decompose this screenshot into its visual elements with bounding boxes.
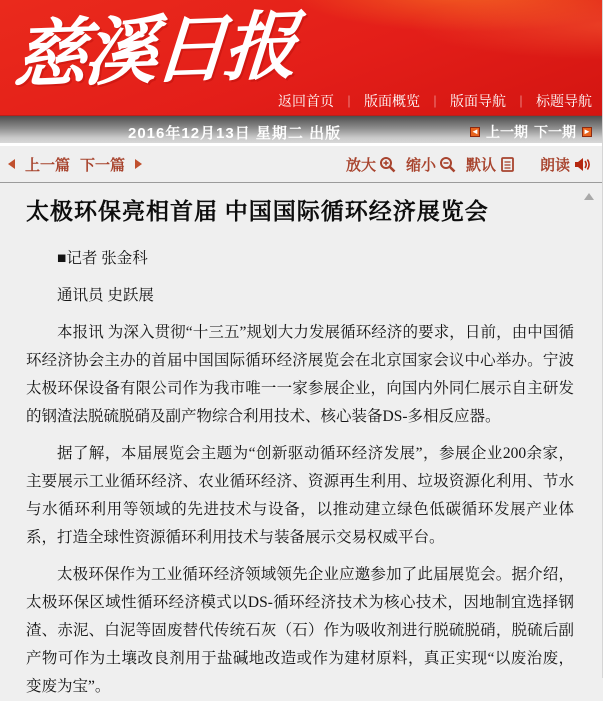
issue-bar bbox=[0, 115, 602, 146]
nav-headline-navigation-link[interactable]: 标题导航 bbox=[536, 93, 592, 109]
prev-issue-icon[interactable]: ◄ bbox=[471, 127, 479, 136]
issue-switcher bbox=[470, 122, 592, 142]
default-size-label: 默认 bbox=[465, 156, 496, 174]
next-issue-link[interactable]: 下一期 bbox=[534, 124, 576, 140]
next-article-button[interactable]: 下一篇 bbox=[80, 156, 126, 174]
zoom-in-label: 放大 bbox=[345, 156, 376, 174]
prev-article-button[interactable]: 上一篇 bbox=[25, 156, 71, 174]
article-title: 太极环保亮相首届 中国国际循环经济展览会 bbox=[26, 199, 489, 224]
article-toolbar bbox=[0, 146, 602, 183]
next-issue-icon[interactable]: ► bbox=[583, 127, 591, 136]
article-paragraph: 据了解，本届展览会主题为“创新驱动循环经济发展”，参展企业200余家，主要展示工业循环经济、农业循环经济、资源再生利用、垃圾资源化利用、节水与水循环利用等领域的先进技术与设备，以推动建立绿色低碳循环发展产业体系，打造全球性资源循环利用技术与装备展示交易权威平台。 bbox=[26, 445, 574, 546]
view-controls bbox=[346, 154, 590, 175]
paper-logo: 慈溪日报 bbox=[10, 6, 297, 99]
prev-issue-link[interactable]: 上一期 bbox=[486, 124, 528, 140]
zoom-out-label: 缩小 bbox=[405, 156, 436, 174]
speaker-icon bbox=[573, 156, 590, 173]
masthead-nav bbox=[278, 91, 592, 111]
scroll-up-icon[interactable] bbox=[584, 193, 594, 200]
nav-separator: ｜ bbox=[514, 94, 527, 109]
article-pager bbox=[8, 154, 142, 175]
publication-date: 2016年12月13日 星期二 出版 bbox=[128, 125, 342, 142]
zoom-out-button[interactable] bbox=[406, 154, 456, 175]
reporter-byline: ■记者 张金科 bbox=[57, 250, 148, 267]
read-aloud-button[interactable] bbox=[540, 154, 590, 175]
correspondent-byline: 通讯员 史跃展 bbox=[57, 287, 154, 304]
magnifier-minus-icon bbox=[439, 156, 456, 173]
nav-home-link[interactable]: 返回首页 bbox=[277, 93, 334, 109]
nav-separator: ｜ bbox=[428, 94, 441, 109]
masthead-banner bbox=[0, 0, 602, 115]
default-size-button[interactable] bbox=[466, 154, 516, 175]
article-body bbox=[0, 183, 602, 701]
read-aloud-label: 朗读 bbox=[539, 156, 570, 174]
document-icon bbox=[499, 156, 516, 173]
article-paragraph: 本报讯 为深入贯彻“十三五”规划大力发展循环经济的要求，日前，由中国循环经济协会主办的首届中国国际循环经济展览会在北京国家会议中心举办。宁波太极环保设备有限公司作为我市唯一一家参展企业，向国内外同仁展示自主研发的钢渣法脱硫脱硝及副产物综合利用技术、核心装备DS-多相反应器。 bbox=[26, 324, 574, 425]
nav-separator: ｜ bbox=[342, 94, 355, 109]
next-article-arrow-icon bbox=[135, 159, 142, 169]
magnifier-plus-icon bbox=[379, 156, 396, 173]
prev-article-arrow-icon bbox=[8, 159, 15, 169]
article-paragraph: 太极环保作为工业循环经济领域领先企业应邀参加了此届展览会。据介绍，太极环保区域性循环经济模式以DS-循环经济技术为核心技术，因地制宜选择钢渣、赤泥、白泥等固废替代传统石灰（石）作为吸收剂进行脱硫脱硝，脱硫后副产物可作为土壤改良剂用于盐碱地改造或作为建材原料，真正实现“以废治废，变废为宝”。 bbox=[26, 566, 574, 695]
nav-page-navigation-link[interactable]: 版面导航 bbox=[449, 93, 506, 109]
zoom-in-button[interactable] bbox=[346, 154, 396, 175]
nav-layout-overview-link[interactable]: 版面概览 bbox=[363, 93, 420, 109]
